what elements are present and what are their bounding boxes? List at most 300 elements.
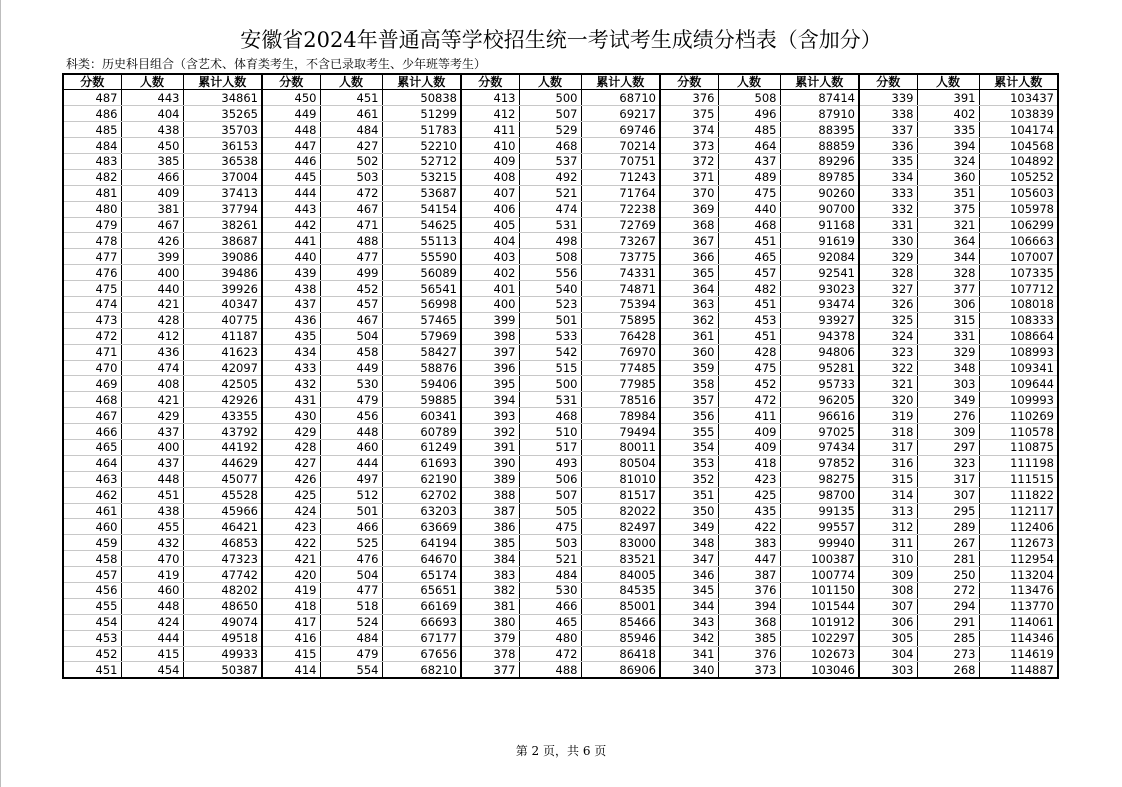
cell-cumulative: 43792 [183, 424, 262, 440]
cell-count: 477 [320, 249, 382, 265]
table-header-row [63, 74, 1058, 90]
cell-cumulative: 105978 [979, 201, 1058, 217]
cell-cumulative: 81010 [581, 471, 660, 487]
cell-cumulative: 52712 [382, 153, 461, 169]
cell-score: 371 [660, 169, 718, 185]
cell-count: 376 [718, 583, 780, 599]
cell-cumulative: 53687 [382, 185, 461, 201]
cell-score: 441 [262, 233, 320, 249]
cell-cumulative: 75895 [581, 312, 660, 328]
cell-score: 403 [461, 249, 519, 265]
cell-count: 404 [121, 106, 183, 122]
cell-cumulative: 109341 [979, 360, 1058, 376]
table-row [63, 217, 1058, 233]
cell-score: 350 [660, 503, 718, 519]
cell-count: 438 [121, 503, 183, 519]
cell-score: 419 [262, 583, 320, 599]
cell-cumulative: 113770 [979, 598, 1058, 614]
cell-score: 459 [63, 535, 121, 551]
cell-count: 472 [718, 392, 780, 408]
cell-count: 460 [121, 583, 183, 599]
cell-score: 402 [461, 265, 519, 281]
cell-count: 521 [519, 185, 581, 201]
cell-count: 501 [320, 503, 382, 519]
cell-cumulative: 51299 [382, 106, 461, 122]
cell-cumulative: 41187 [183, 328, 262, 344]
cell-score: 481 [63, 185, 121, 201]
cell-score: 325 [859, 312, 917, 328]
cell-count: 475 [519, 519, 581, 535]
table-row [63, 281, 1058, 297]
table-row [63, 392, 1058, 408]
cell-count: 467 [121, 217, 183, 233]
cell-score: 382 [461, 583, 519, 599]
cell-count: 474 [519, 201, 581, 217]
cell-count: 303 [917, 376, 979, 392]
cell-cumulative: 76970 [581, 344, 660, 360]
cell-cumulative: 42097 [183, 360, 262, 376]
cell-score: 407 [461, 185, 519, 201]
cell-cumulative: 76428 [581, 328, 660, 344]
cell-score: 476 [63, 265, 121, 281]
cell-score: 414 [262, 662, 320, 678]
cell-count: 488 [320, 233, 382, 249]
cell-cumulative: 90260 [780, 185, 859, 201]
cell-cumulative: 103839 [979, 106, 1058, 122]
cell-count: 425 [718, 487, 780, 503]
cell-count: 479 [320, 646, 382, 662]
cell-score: 348 [660, 535, 718, 551]
table-row [63, 249, 1058, 265]
cell-score: 452 [63, 646, 121, 662]
cell-cumulative: 113476 [979, 583, 1058, 599]
cell-count: 504 [320, 567, 382, 583]
cell-cumulative: 80504 [581, 455, 660, 471]
cell-cumulative: 49074 [183, 614, 262, 630]
cell-score: 471 [63, 344, 121, 360]
cell-count: 512 [320, 487, 382, 503]
cell-score: 451 [63, 662, 121, 678]
cell-cumulative: 64670 [382, 551, 461, 567]
cell-cumulative: 87414 [780, 90, 859, 106]
table-row [63, 408, 1058, 424]
cell-count: 436 [121, 344, 183, 360]
cell-cumulative: 64194 [382, 535, 461, 551]
cell-count: 328 [917, 265, 979, 281]
cell-count: 458 [320, 344, 382, 360]
cell-count: 344 [917, 249, 979, 265]
cell-count: 456 [320, 408, 382, 424]
cell-cumulative: 88395 [780, 122, 859, 138]
cell-cumulative: 42505 [183, 376, 262, 392]
cell-cumulative: 94378 [780, 328, 859, 344]
cell-count: 444 [320, 455, 382, 471]
cell-score: 401 [461, 281, 519, 297]
cell-score: 450 [262, 90, 320, 106]
cell-score: 335 [859, 153, 917, 169]
cell-score: 319 [859, 408, 917, 424]
cell-count: 451 [320, 90, 382, 106]
cell-count: 496 [718, 106, 780, 122]
cell-count: 529 [519, 122, 581, 138]
cell-score: 461 [63, 503, 121, 519]
cell-score: 455 [63, 598, 121, 614]
cell-cumulative: 78516 [581, 392, 660, 408]
table-row [63, 169, 1058, 185]
cell-count: 411 [718, 408, 780, 424]
cell-score: 475 [63, 281, 121, 297]
cell-cumulative: 70214 [581, 138, 660, 154]
cell-count: 453 [718, 312, 780, 328]
cell-score: 355 [660, 424, 718, 440]
cell-count: 467 [320, 312, 382, 328]
cell-count: 423 [718, 471, 780, 487]
cell-score: 436 [262, 312, 320, 328]
cell-cumulative: 110875 [979, 439, 1058, 455]
cell-count: 501 [519, 312, 581, 328]
cell-score: 410 [461, 138, 519, 154]
cell-cumulative: 82497 [581, 519, 660, 535]
cell-cumulative: 68710 [581, 90, 660, 106]
cell-count: 484 [519, 567, 581, 583]
cell-score: 354 [660, 439, 718, 455]
cell-count: 503 [519, 535, 581, 551]
cell-count: 467 [320, 201, 382, 217]
table-row [63, 519, 1058, 535]
cell-cumulative: 98700 [780, 487, 859, 503]
cell-score: 321 [859, 376, 917, 392]
cell-score: 428 [262, 439, 320, 455]
cell-count: 440 [718, 201, 780, 217]
header-cumulative: 累计人数 [183, 74, 262, 90]
header-cumulative: 累计人数 [382, 74, 461, 90]
cell-cumulative: 49933 [183, 646, 262, 662]
cell-cumulative: 100774 [780, 567, 859, 583]
cell-score: 433 [262, 360, 320, 376]
cell-score: 362 [660, 312, 718, 328]
cell-count: 281 [917, 551, 979, 567]
cell-count: 475 [718, 360, 780, 376]
cell-cumulative: 111515 [979, 471, 1058, 487]
cell-count: 294 [917, 598, 979, 614]
cell-cumulative: 37413 [183, 185, 262, 201]
table-row [63, 201, 1058, 217]
table-row [63, 296, 1058, 312]
cell-score: 485 [63, 122, 121, 138]
cell-score: 479 [63, 217, 121, 233]
cell-cumulative: 93474 [780, 296, 859, 312]
cell-cumulative: 39926 [183, 281, 262, 297]
cell-score: 454 [63, 614, 121, 630]
cell-count: 531 [519, 217, 581, 233]
cell-cumulative: 36153 [183, 138, 262, 154]
score-distribution-table [62, 73, 1059, 679]
cell-count: 489 [718, 169, 780, 185]
cell-score: 342 [660, 630, 718, 646]
cell-score: 425 [262, 487, 320, 503]
cell-count: 451 [718, 328, 780, 344]
page-left-edge [0, 0, 1, 787]
cell-score: 427 [262, 455, 320, 471]
cell-cumulative: 111198 [979, 455, 1058, 471]
cell-cumulative: 65651 [382, 583, 461, 599]
cell-cumulative: 103046 [780, 662, 859, 678]
cell-cumulative: 40775 [183, 312, 262, 328]
cell-cumulative: 94806 [780, 344, 859, 360]
cell-count: 468 [718, 217, 780, 233]
cell-count: 437 [121, 424, 183, 440]
cell-score: 306 [859, 614, 917, 630]
cell-cumulative: 71243 [581, 169, 660, 185]
cell-score: 315 [859, 471, 917, 487]
cell-cumulative: 71764 [581, 185, 660, 201]
cell-count: 385 [718, 630, 780, 646]
cell-cumulative: 89785 [780, 169, 859, 185]
cell-score: 326 [859, 296, 917, 312]
cell-cumulative: 89296 [780, 153, 859, 169]
cell-count: 488 [519, 662, 581, 678]
cell-count: 465 [718, 249, 780, 265]
header-score: 分数 [660, 74, 718, 90]
cell-score: 381 [461, 598, 519, 614]
cell-score: 446 [262, 153, 320, 169]
cell-count: 524 [320, 614, 382, 630]
cell-score: 343 [660, 614, 718, 630]
cell-count: 427 [320, 138, 382, 154]
cell-count: 471 [320, 217, 382, 233]
cell-score: 393 [461, 408, 519, 424]
cell-count: 400 [121, 265, 183, 281]
cell-score: 345 [660, 583, 718, 599]
cell-cumulative: 37004 [183, 169, 262, 185]
cell-score: 478 [63, 233, 121, 249]
cell-score: 328 [859, 265, 917, 281]
cell-cumulative: 69217 [581, 106, 660, 122]
cell-score: 353 [660, 455, 718, 471]
cell-count: 331 [917, 328, 979, 344]
table-row [63, 138, 1058, 154]
cell-cumulative: 52210 [382, 138, 461, 154]
cell-cumulative: 101150 [780, 583, 859, 599]
cell-score: 420 [262, 567, 320, 583]
cell-count: 500 [519, 90, 581, 106]
cell-score: 369 [660, 201, 718, 217]
cell-count: 507 [519, 487, 581, 503]
cell-count: 468 [519, 138, 581, 154]
cell-count: 438 [121, 122, 183, 138]
cell-cumulative: 99557 [780, 519, 859, 535]
cell-count: 464 [718, 138, 780, 154]
cell-cumulative: 99135 [780, 503, 859, 519]
cell-cumulative: 84535 [581, 583, 660, 599]
cell-cumulative: 63669 [382, 519, 461, 535]
cell-score: 449 [262, 106, 320, 122]
cell-count: 476 [320, 551, 382, 567]
table-row [63, 471, 1058, 487]
cell-cumulative: 109644 [979, 376, 1058, 392]
cell-score: 380 [461, 614, 519, 630]
cell-score: 484 [63, 138, 121, 154]
cell-cumulative: 86906 [581, 662, 660, 678]
header-score: 分数 [262, 74, 320, 90]
cell-cumulative: 82022 [581, 503, 660, 519]
table-row [63, 328, 1058, 344]
cell-count: 399 [121, 249, 183, 265]
cell-cumulative: 42926 [183, 392, 262, 408]
cell-cumulative: 62702 [382, 487, 461, 503]
cell-cumulative: 97852 [780, 455, 859, 471]
cell-score: 344 [660, 598, 718, 614]
cell-score: 397 [461, 344, 519, 360]
cell-count: 510 [519, 424, 581, 440]
subject-category-note: 科类：历史科目组合（含艺术、体育类考生，不含已录取考生、少年班等考生） [66, 57, 487, 71]
cell-cumulative: 44629 [183, 455, 262, 471]
cell-count: 485 [718, 122, 780, 138]
cell-cumulative: 114619 [979, 646, 1058, 662]
cell-count: 517 [519, 439, 581, 455]
cell-cumulative: 73775 [581, 249, 660, 265]
cell-cumulative: 77485 [581, 360, 660, 376]
cell-cumulative: 56998 [382, 296, 461, 312]
cell-cumulative: 79494 [581, 424, 660, 440]
cell-cumulative: 105252 [979, 169, 1058, 185]
cell-cumulative: 91168 [780, 217, 859, 233]
cell-cumulative: 93023 [780, 281, 859, 297]
cell-score: 331 [859, 217, 917, 233]
cell-count: 497 [320, 471, 382, 487]
cell-score: 337 [859, 122, 917, 138]
cell-cumulative: 66693 [382, 614, 461, 630]
cell-score: 399 [461, 312, 519, 328]
cell-score: 347 [660, 551, 718, 567]
cell-score: 417 [262, 614, 320, 630]
table-row [63, 185, 1058, 201]
cell-count: 432 [121, 535, 183, 551]
cell-score: 364 [660, 281, 718, 297]
cell-cumulative: 57969 [382, 328, 461, 344]
cell-cumulative: 92084 [780, 249, 859, 265]
cell-cumulative: 93927 [780, 312, 859, 328]
cell-cumulative: 113204 [979, 567, 1058, 583]
table-row [63, 567, 1058, 583]
cell-cumulative: 55113 [382, 233, 461, 249]
cell-score: 473 [63, 312, 121, 328]
cell-cumulative: 38687 [183, 233, 262, 249]
cell-score: 340 [660, 662, 718, 678]
cell-score: 474 [63, 296, 121, 312]
cell-count: 457 [320, 296, 382, 312]
cell-count: 321 [917, 217, 979, 233]
cell-cumulative: 92541 [780, 265, 859, 281]
cell-count: 285 [917, 630, 979, 646]
cell-score: 320 [859, 392, 917, 408]
table-row [63, 551, 1058, 567]
cell-score: 339 [859, 90, 917, 106]
cell-count: 452 [320, 281, 382, 297]
cell-score: 376 [660, 90, 718, 106]
cell-count: 530 [519, 583, 581, 599]
cell-cumulative: 54625 [382, 217, 461, 233]
header-count: 人数 [917, 74, 979, 90]
cell-cumulative: 95281 [780, 360, 859, 376]
cell-score: 384 [461, 551, 519, 567]
cell-score: 445 [262, 169, 320, 185]
cell-score: 352 [660, 471, 718, 487]
cell-score: 309 [859, 567, 917, 583]
cell-cumulative: 60789 [382, 424, 461, 440]
table-row [63, 312, 1058, 328]
cell-score: 370 [660, 185, 718, 201]
cell-score: 314 [859, 487, 917, 503]
cell-score: 447 [262, 138, 320, 154]
cell-score: 437 [262, 296, 320, 312]
cell-cumulative: 38261 [183, 217, 262, 233]
cell-cumulative: 78984 [581, 408, 660, 424]
cell-score: 398 [461, 328, 519, 344]
cell-score: 390 [461, 455, 519, 471]
cell-cumulative: 56089 [382, 265, 461, 281]
cell-count: 428 [121, 312, 183, 328]
cell-cumulative: 72238 [581, 201, 660, 217]
cell-count: 412 [121, 328, 183, 344]
cell-score: 373 [660, 138, 718, 154]
cell-count: 493 [519, 455, 581, 471]
cell-score: 470 [63, 360, 121, 376]
cell-count: 505 [519, 503, 581, 519]
cell-score: 432 [262, 376, 320, 392]
cell-score: 311 [859, 535, 917, 551]
cell-cumulative: 101544 [780, 598, 859, 614]
cell-cumulative: 40347 [183, 296, 262, 312]
cell-count: 484 [320, 630, 382, 646]
table-body [63, 90, 1058, 678]
cell-count: 537 [519, 153, 581, 169]
cell-score: 310 [859, 551, 917, 567]
cell-count: 376 [718, 646, 780, 662]
cell-count: 315 [917, 312, 979, 328]
table-row [63, 122, 1058, 138]
cell-cumulative: 58427 [382, 344, 461, 360]
cell-count: 468 [519, 408, 581, 424]
cell-cumulative: 110269 [979, 408, 1058, 424]
cell-score: 324 [859, 328, 917, 344]
cell-score: 418 [262, 598, 320, 614]
cell-score: 406 [461, 201, 519, 217]
table-row [63, 583, 1058, 599]
cell-count: 521 [519, 551, 581, 567]
cell-score: 349 [660, 519, 718, 535]
cell-cumulative: 61249 [382, 439, 461, 455]
cell-count: 506 [519, 471, 581, 487]
cell-cumulative: 85001 [581, 598, 660, 614]
table-row [63, 535, 1058, 551]
cell-count: 402 [917, 106, 979, 122]
cell-score: 422 [262, 535, 320, 551]
table-row [63, 598, 1058, 614]
table-row [63, 106, 1058, 122]
cell-cumulative: 49518 [183, 630, 262, 646]
table-row [63, 630, 1058, 646]
cell-cumulative: 50387 [183, 662, 262, 678]
cell-count: 440 [121, 281, 183, 297]
cell-count: 482 [718, 281, 780, 297]
cell-count: 531 [519, 392, 581, 408]
cell-cumulative: 63203 [382, 503, 461, 519]
cell-count: 381 [121, 201, 183, 217]
cell-score: 334 [859, 169, 917, 185]
cell-score: 453 [63, 630, 121, 646]
header-count: 人数 [121, 74, 183, 90]
